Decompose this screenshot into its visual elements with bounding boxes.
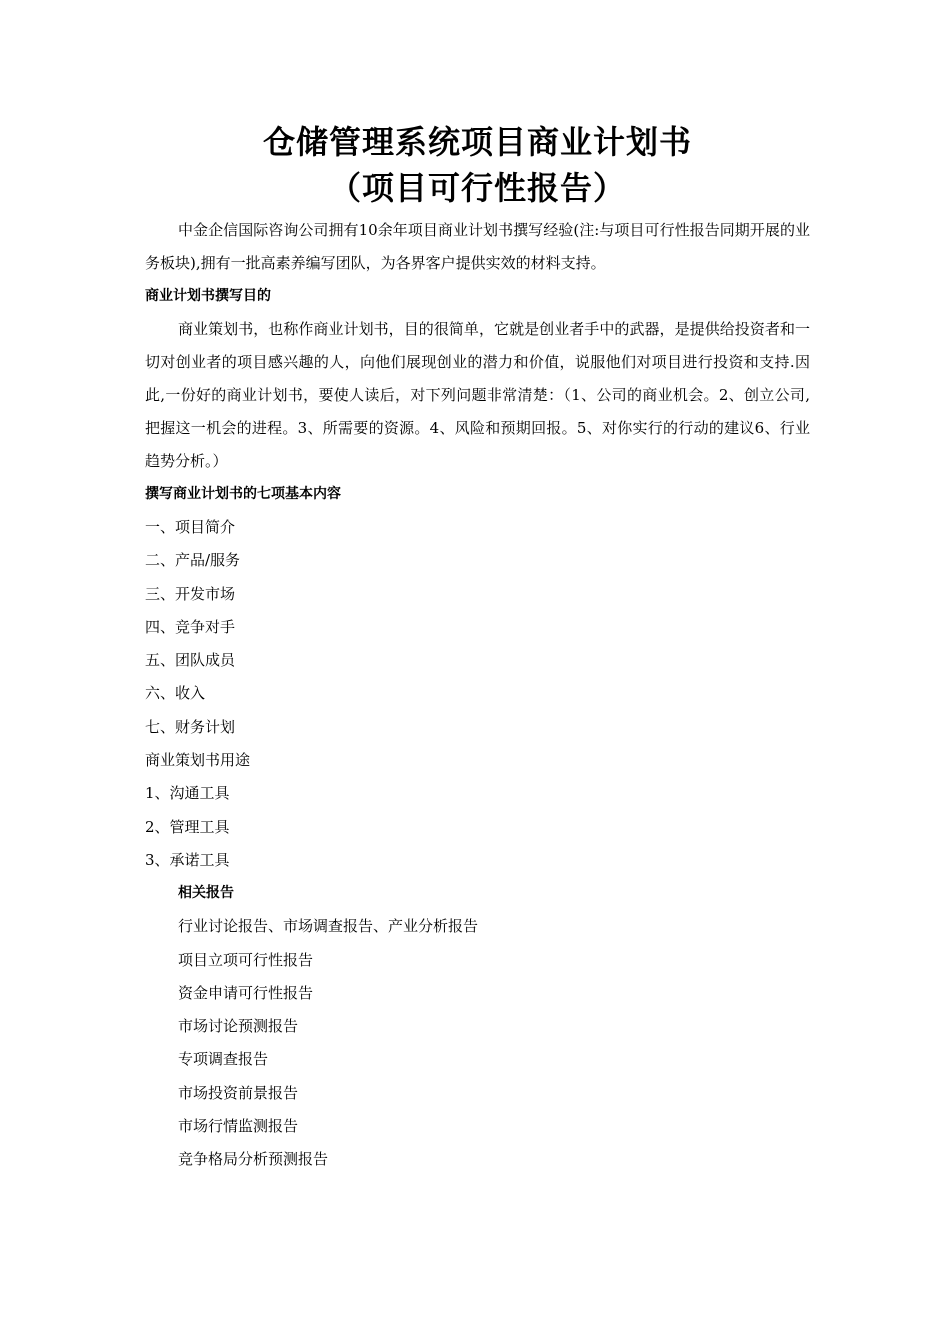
list-item: 竞争格局分析预测报告 xyxy=(178,1150,329,1169)
list-item: 一、项目简介 xyxy=(145,518,236,536)
purpose-heading: 商业计划书撰写目的 xyxy=(145,288,271,304)
list-item: 市场投资前景报告 xyxy=(178,1083,299,1102)
list-item: 市场行情监测报告 xyxy=(178,1117,299,1136)
list-item: 3、承诺工具 xyxy=(145,850,230,869)
list-item: 专项调查报告 xyxy=(178,1050,269,1069)
related-reports xyxy=(145,877,810,1176)
uses-list xyxy=(145,777,810,877)
list-item: 二、产品/服务 xyxy=(145,551,241,570)
list-item: 行业讨论报告、市场调查报告、产业分析报告 xyxy=(178,917,479,936)
document-title: 仓储管理系统项目商业计划书 xyxy=(262,123,692,161)
list-item: 1、沟通工具 xyxy=(145,784,230,803)
contents-heading: 撰写商业计划书的七项基本内容 xyxy=(145,486,341,502)
intro-paragraph: 中金企信国际咨询公司拥有10余年项目商业计划书撰写经验(注:与项目可行性报告同期开展的业务板块),拥有一批高素养编写团队，为各界客户提供实效的材料支持。 xyxy=(145,221,810,272)
contents-list xyxy=(145,511,810,744)
list-item: 四、竞争对手 xyxy=(145,617,236,636)
list-item: 三、开发市场 xyxy=(145,584,236,603)
document-subtitle: （项目可行性报告） xyxy=(328,169,626,207)
uses-heading: 商业策划书用途 xyxy=(145,751,251,770)
list-item: 2、管理工具 xyxy=(145,817,230,836)
list-item: 市场讨论预测报告 xyxy=(178,1017,299,1036)
list-item: 六、收入 xyxy=(145,684,206,703)
list-item: 资金申请可行性报告 xyxy=(178,983,314,1002)
list-item: 五、团队成员 xyxy=(145,651,236,670)
list-item: 七、财务计划 xyxy=(145,717,236,736)
document-page xyxy=(145,118,810,1177)
list-item: 项目立项可行性报告 xyxy=(178,950,314,969)
related-heading: 相关报告 xyxy=(178,885,234,902)
purpose-paragraph: 商业策划书，也称作商业计划书，目的很简单，它就是创业者手中的武器，是提供给投资者和一切对创业者的项目感兴趣的人，向他们展现创业的潜力和价值，说服他们对项目进行投资和支持.因此,一份好的商业计划书，要使人读后，对下列问题非常清楚：（1、公司的商业机会。2、创立公司,把握这一机会的进程。3、所需要的资源。4、风险和预期回报。5、对你实行的行动的建议6、行业趋势分析。） xyxy=(145,320,810,470)
